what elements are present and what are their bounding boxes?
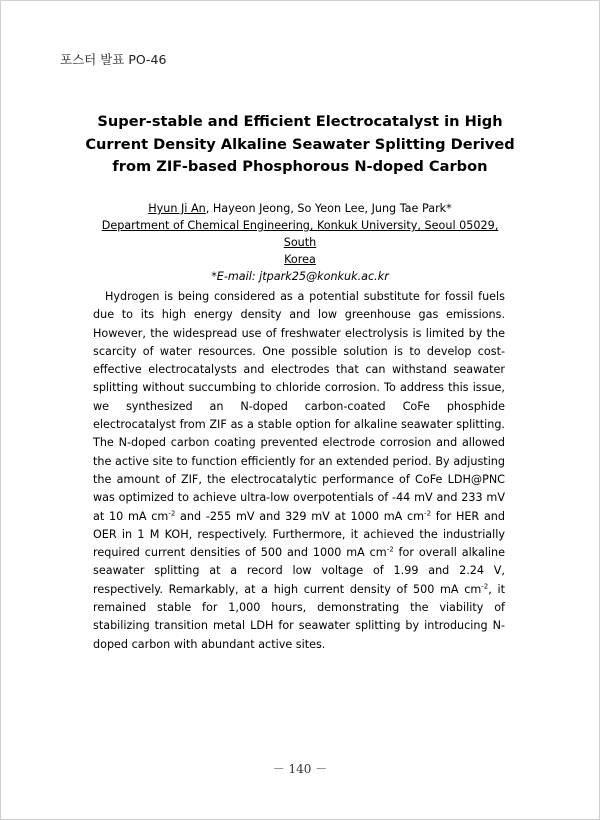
affiliation-line-2: Korea [284,253,316,266]
presenting-author: Hyun Ji An [148,202,206,215]
superscript-4: -2 [481,582,489,591]
abstract-text-1: Hydrogen is being considered as a potential substitute for fossil fuels due to its high energy density and low greenhouse gas emissions. However, the widespread use of freshwater electrolysis is limited by the scarcity of water resources. One possible solution is to develop cost-effective electrocatalysts and electrodes that can withstand seawater splitting without succumbing to chloride corrosion. To address this issue, we synthesized an N-doped carbon-coated CoFe phosphide electrocatalyst from ZIF as a stable option for alkaline seawater splitting. The N-doped carbon coating prevented electrode corrosion and allowed the active site to function efficiently for an extended period. By adjusting the amount of ZIF, the electrocatalytic performance of CoFe LDH@PNC was optimized to achieve ultra-low overpotentials of -44 mV and 233 mV at 10 mA cm [93,290,505,523]
affiliation-line-1: Department of Chemical Engineering, Konkuk University, Seoul 05029, South [101,219,499,249]
superscript-1: -2 [168,508,176,517]
superscript-2: -2 [424,508,432,517]
page-number: － 140 － [272,762,328,776]
contact-email: *E-mail: jtpark25@konkuk.ac.kr [211,270,389,283]
session-label: 포스터 발표 PO-46 [60,52,167,67]
author-block [95,200,505,285]
abstract-text-4: for overall alkaline seawater splitting at a record low voltage of 1.99 and 2.24 V, respectively. Remarkably, at a high current density of 500 mA cm [93,546,506,596]
abstract-body [93,288,505,654]
abstract-text-5: , it remained stable for 1,000 hours, demonstrating the viability of stabilizing transition metal LDH for seawater splitting by introducing N-doped carbon with abundant active sites. [93,582,505,651]
author-line [95,200,505,217]
paper-title: Super-stable and Efficient Electrocatalyst in High Current Density Alkaline Seawater Splitting Derived from ZIF-based Phosphorous N-doped Carbon [85,113,515,175]
coauthors: , Hayeon Jeong, So Yeon Lee, Jung Tae Park* [205,202,452,215]
abstract-text-2: and -255 mV and 329 mV at 1000 mA cm [175,509,425,523]
abstract-text-3: for HER and OER in 1 M KOH, respectively. Furthermore, it achieved the industrially required current densities of 500 and 1000 mA cm [93,509,505,560]
superscript-3: -2 [386,545,394,554]
